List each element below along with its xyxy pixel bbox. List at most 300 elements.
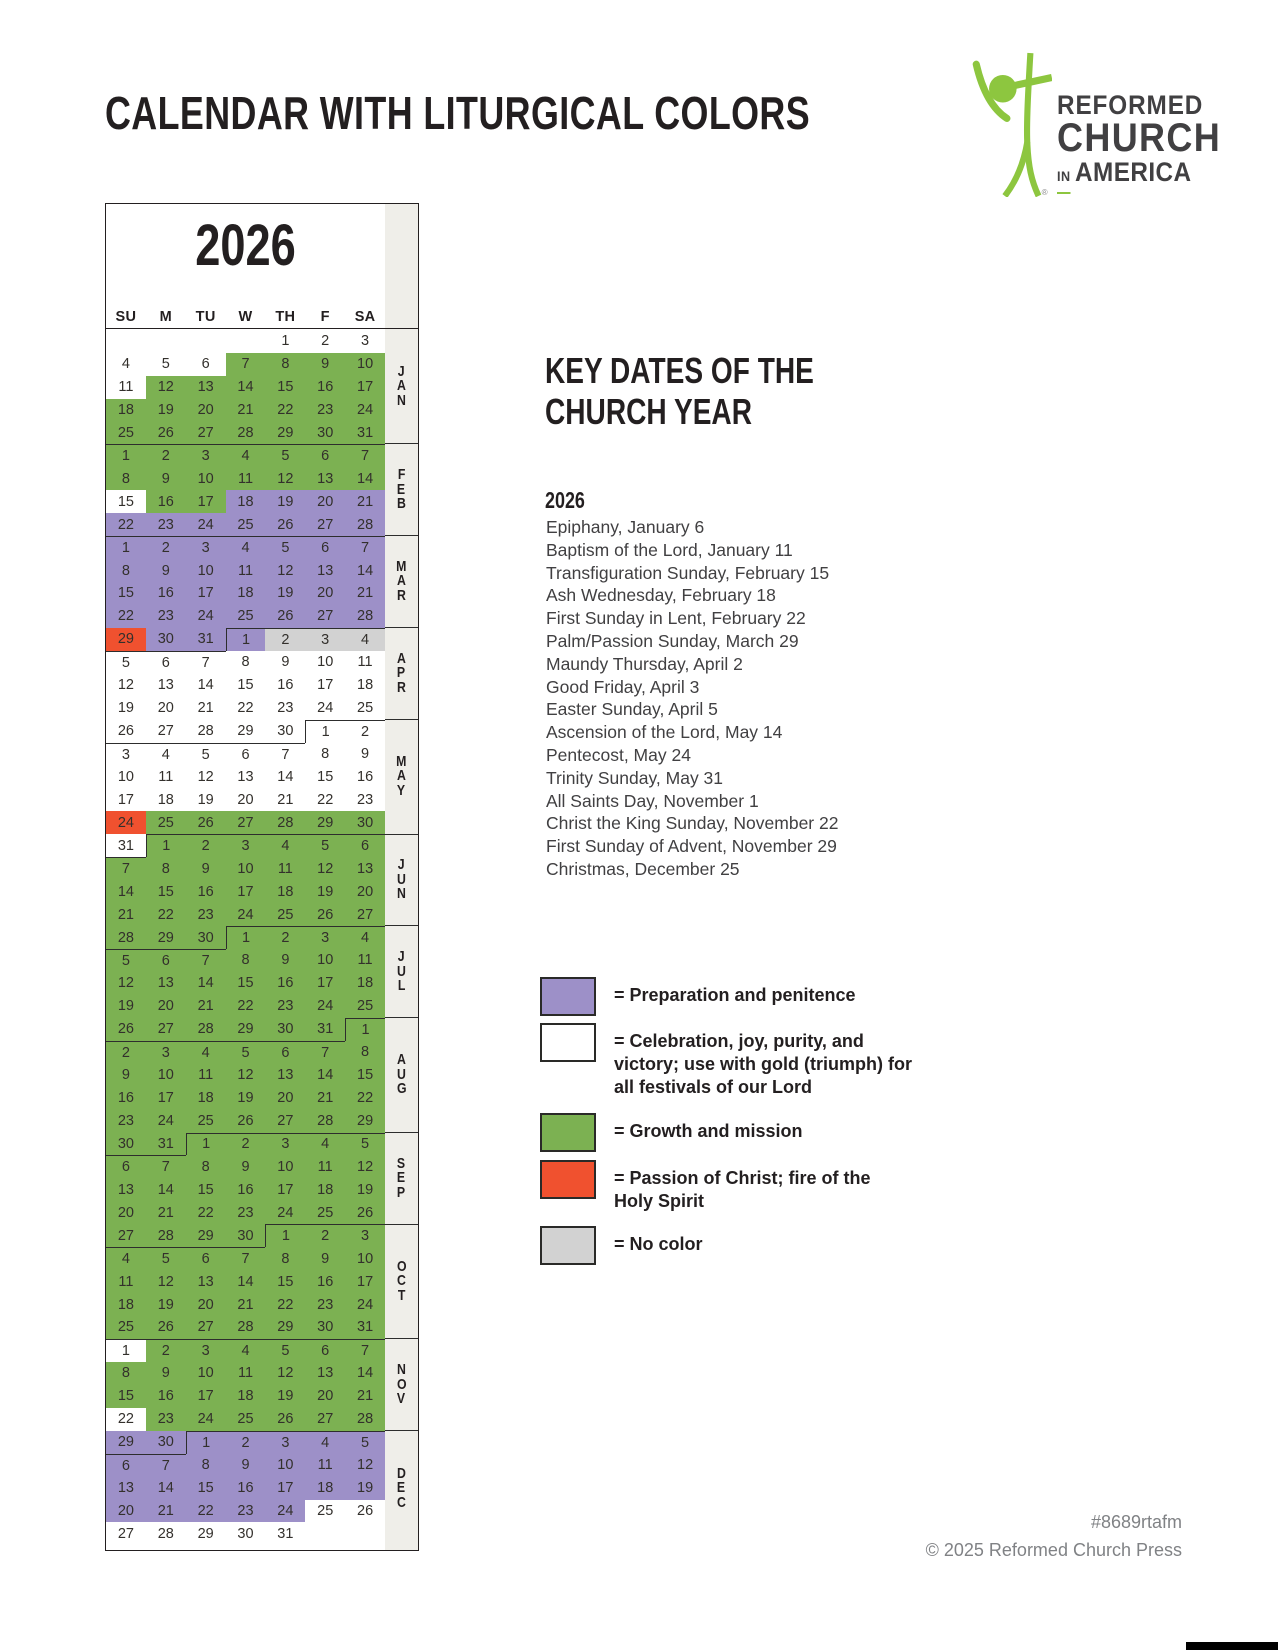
calendar-day-cell: 6 xyxy=(305,1339,345,1362)
calendar-day-cell: 10 xyxy=(186,467,226,490)
calendar-day-cell: 11 xyxy=(305,1155,345,1178)
day-header: TH xyxy=(275,309,296,325)
day-header: TU xyxy=(195,309,216,325)
calendar-day-cell: 27 xyxy=(305,513,345,536)
calendar-day-cell: 1 xyxy=(146,834,186,857)
footer-copyright: © 2025 Reformed Church Press xyxy=(925,1540,1182,1560)
calendar-day-cell: 11 xyxy=(226,467,266,490)
calendar-day-cell: 3 xyxy=(186,444,226,467)
calendar-day-cell: 21 xyxy=(345,582,385,605)
calendar-day-cell: 2 xyxy=(226,1431,266,1454)
calendar-day-cell: 25 xyxy=(146,811,186,834)
calendar-day-cell: 23 xyxy=(146,513,186,536)
calendar-day-cell: 5 xyxy=(305,834,345,857)
calendar-day-cell: 15 xyxy=(106,1385,146,1408)
calendar-day-cell: 4 xyxy=(226,1339,266,1362)
calendar-day-cell: 3 xyxy=(265,1431,305,1454)
calendar-day-cell: 12 xyxy=(265,559,305,582)
calendar-day-cell: 25 xyxy=(305,1500,345,1523)
calendar-month-strip-bands xyxy=(385,330,418,1546)
calendar-day-cell: 7 xyxy=(106,857,146,880)
calendar-day-cell: 7 xyxy=(265,743,305,766)
calendar-day-cell xyxy=(305,1522,345,1545)
calendar-day-cell: 21 xyxy=(186,995,226,1018)
calendar-day-cell: 5 xyxy=(186,743,226,766)
calendar-day-cell: 20 xyxy=(265,1087,305,1110)
calendar-day-cell: 28 xyxy=(265,811,305,834)
calendar-day-cell: 26 xyxy=(265,1408,305,1431)
calendar-day-cell: 19 xyxy=(146,399,186,422)
calendar-day-cell: 6 xyxy=(146,949,186,972)
calendar-day-cell: 5 xyxy=(226,1041,266,1064)
calendar-day-cell: 1 xyxy=(226,628,266,651)
calendar-day-cell: 14 xyxy=(146,1178,186,1201)
calendar-day-cell: 22 xyxy=(345,1087,385,1110)
calendar-day-cell: 18 xyxy=(106,399,146,422)
calendar-day-cell: 24 xyxy=(345,1293,385,1316)
calendar-day-cell: 2 xyxy=(106,1041,146,1064)
calendar-day-cell: 26 xyxy=(345,1500,385,1523)
calendar-day-cell: 30 xyxy=(305,421,345,444)
calendar-day-cell: 16 xyxy=(265,972,305,995)
calendar-day-cell: 29 xyxy=(106,628,146,651)
calendar-day-cell: 30 xyxy=(146,1431,186,1454)
calendar-day-cell: 7 xyxy=(146,1454,186,1477)
calendar-day-cell: 26 xyxy=(265,513,305,536)
calendar-day-cell: 25 xyxy=(226,1408,266,1431)
calendar-day-cell: 7 xyxy=(305,1041,345,1064)
calendar-day-cell: 14 xyxy=(226,1270,266,1293)
calendar-day-cell: 29 xyxy=(186,1224,226,1247)
calendar-day-cell: 25 xyxy=(106,421,146,444)
key-date-item: Trinity Sunday, May 31 xyxy=(546,767,724,788)
calendar-day-cell: 6 xyxy=(106,1454,146,1477)
calendar-day-cell: 30 xyxy=(345,811,385,834)
calendar-day-cell: 14 xyxy=(345,1362,385,1385)
calendar-day-cell: 17 xyxy=(345,1270,385,1293)
calendar-day-cell: 1 xyxy=(265,1224,305,1247)
calendar-day-cell: 1 xyxy=(305,720,345,743)
calendar-day-cell: 24 xyxy=(345,399,385,422)
calendar-day-cell: 29 xyxy=(265,1316,305,1339)
calendar-day-cell: 8 xyxy=(265,353,305,376)
calendar-day-cell: 6 xyxy=(345,834,385,857)
key-date-item: First Sunday of Advent, November 29 xyxy=(546,836,837,857)
calendar-day-cell: 19 xyxy=(345,1477,385,1500)
legend-item xyxy=(540,1226,914,1265)
calendar-day-cell: 9 xyxy=(146,1362,186,1385)
calendar-day-cell: 19 xyxy=(265,582,305,605)
key-dates-list xyxy=(546,516,838,881)
key-date-item: All Saints Day, November 1 xyxy=(546,790,759,811)
calendar-day-cell xyxy=(146,330,186,353)
calendar-day-cell: 6 xyxy=(305,444,345,467)
calendar-day-cell: 9 xyxy=(345,743,385,766)
calendar-day-cell: 16 xyxy=(146,582,186,605)
calendar-day-cell: 17 xyxy=(186,490,226,513)
key-date-item: Christ the King Sunday, November 22 xyxy=(546,813,839,834)
calendar-day-cell: 24 xyxy=(186,513,226,536)
calendar-day-cell: 26 xyxy=(305,903,345,926)
calendar-day-cell: 23 xyxy=(146,1408,186,1431)
calendar-day-cell: 4 xyxy=(146,743,186,766)
calendar-day-cell: 14 xyxy=(186,972,226,995)
calendar-day-cell: 15 xyxy=(265,376,305,399)
calendar-day-cell: 1 xyxy=(265,330,305,353)
calendar-day-cell: 16 xyxy=(265,674,305,697)
calendar-day-cell: 28 xyxy=(106,926,146,949)
month-band-jun: J U N xyxy=(385,835,418,927)
calendar-day-cell: 25 xyxy=(345,697,385,720)
calendar-day-cell: 19 xyxy=(305,880,345,903)
calendar-day-cell: 8 xyxy=(265,1247,305,1270)
calendar-day-cell: 7 xyxy=(345,444,385,467)
calendar-day-cell: 14 xyxy=(345,559,385,582)
calendar-day-cell: 16 xyxy=(345,766,385,789)
calendar-day-cell: 10 xyxy=(305,651,345,674)
calendar-day-cell: 31 xyxy=(106,834,146,857)
calendar-day-cell: 11 xyxy=(265,857,305,880)
calendar-day-cell: 18 xyxy=(226,582,266,605)
calendar-day-cell: 20 xyxy=(106,1201,146,1224)
legend-item xyxy=(540,1023,914,1099)
calendar-day-cell: 16 xyxy=(146,490,186,513)
calendar-day-cell: 29 xyxy=(106,1431,146,1454)
calendar-day-cell: 13 xyxy=(305,467,345,490)
calendar-day-cell: 25 xyxy=(226,513,266,536)
calendar-day-cell: 4 xyxy=(305,1431,345,1454)
calendar-day-cell: 5 xyxy=(106,651,146,674)
calendar-day-cell: 4 xyxy=(345,628,385,651)
calendar-day-cell: 15 xyxy=(186,1178,226,1201)
calendar-day-cell: 17 xyxy=(265,1178,305,1201)
calendar-day-cell: 12 xyxy=(345,1454,385,1477)
calendar-day-cell: 12 xyxy=(146,376,186,399)
key-date-item: Epiphany, January 6 xyxy=(546,517,705,537)
calendar-day-cell: 28 xyxy=(226,1316,266,1339)
calendar-day-cell: 3 xyxy=(186,1339,226,1362)
calendar-day-cell: 2 xyxy=(265,926,305,949)
calendar-day-cell: 4 xyxy=(265,834,305,857)
calendar-day-cell: 26 xyxy=(146,1316,186,1339)
calendar-day-cell: 11 xyxy=(305,1454,345,1477)
calendar-day-cell: 19 xyxy=(106,697,146,720)
calendar-day-cell: 26 xyxy=(106,1018,146,1041)
calendar-day-cell: 28 xyxy=(186,720,226,743)
calendar-day-cell: 3 xyxy=(305,926,345,949)
calendar-day-cell: 4 xyxy=(106,353,146,376)
calendar-day-cell: 2 xyxy=(226,1133,266,1156)
calendar-day-cell: 12 xyxy=(146,1270,186,1293)
calendar-day-cell: 9 xyxy=(226,1454,266,1477)
calendar-day-cell: 27 xyxy=(226,811,266,834)
calendar-day-cell: 15 xyxy=(106,490,146,513)
calendar-day-cell: 12 xyxy=(265,1362,305,1385)
calendar-day-cell: 26 xyxy=(186,811,226,834)
calendar-day-cell: 8 xyxy=(106,1362,146,1385)
calendar-day-cell: 15 xyxy=(186,1477,226,1500)
logo-line-church: CHURCH xyxy=(1057,116,1222,160)
calendar-day-cell: 10 xyxy=(265,1155,305,1178)
calendar-day-cell: 22 xyxy=(226,995,266,1018)
calendar-day-cell: 30 xyxy=(146,628,186,651)
calendar-day-cell: 27 xyxy=(186,421,226,444)
day-header: M xyxy=(159,309,172,325)
key-date-item: Baptism of the Lord, January 11 xyxy=(546,539,793,560)
calendar-day-cell: 30 xyxy=(265,720,305,743)
calendar-year: 2026 xyxy=(195,213,296,278)
calendar-day-cell: 19 xyxy=(226,1087,266,1110)
calendar-day-cell: 21 xyxy=(226,1293,266,1316)
calendar-day-cell: 7 xyxy=(226,353,266,376)
calendar-day-cell: 20 xyxy=(106,1500,146,1523)
calendar-day-cell: 13 xyxy=(106,1477,146,1500)
calendar-day-cell: 25 xyxy=(305,1201,345,1224)
calendar-day-cell: 27 xyxy=(106,1224,146,1247)
calendar-day-cell: 26 xyxy=(265,605,305,628)
calendar-month-strip xyxy=(385,204,418,1550)
calendar-day-cell: 31 xyxy=(305,1018,345,1041)
calendar-day-cell: 5 xyxy=(345,1431,385,1454)
calendar-day-cell: 9 xyxy=(265,949,305,972)
calendar-day-cell: 16 xyxy=(305,1270,345,1293)
calendar-day-cell: 27 xyxy=(146,1018,186,1041)
calendar-day-cell: 1 xyxy=(226,926,266,949)
calendar-day-cell: 23 xyxy=(265,697,305,720)
calendar-day-cell: 16 xyxy=(226,1178,266,1201)
calendar-day-cell: 17 xyxy=(146,1087,186,1110)
calendar-day-cell: 30 xyxy=(226,1224,266,1247)
calendar-day-cell: 24 xyxy=(146,1110,186,1133)
calendar-day-cell: 27 xyxy=(265,1110,305,1133)
calendar-day-cell: 4 xyxy=(345,926,385,949)
calendar-day-cell: 2 xyxy=(186,834,226,857)
calendar-day-cell: 24 xyxy=(226,903,266,926)
calendar-day-cell: 19 xyxy=(186,788,226,811)
legend-item xyxy=(540,1113,914,1152)
month-band-oct: O C T xyxy=(385,1225,418,1340)
calendar-day-cell: 15 xyxy=(226,972,266,995)
month-band-feb: F E B xyxy=(385,444,418,536)
rca-logo xyxy=(972,52,1239,197)
calendar-day-cell: 23 xyxy=(146,605,186,628)
legend-swatch xyxy=(540,1023,596,1062)
calendar-day-cell: 28 xyxy=(345,1408,385,1431)
calendar-day-cell: 20 xyxy=(146,697,186,720)
calendar-day-cell: 22 xyxy=(265,1293,305,1316)
calendar-day-cell: 31 xyxy=(265,1522,305,1545)
legend-label: = Preparation and penitence xyxy=(614,985,856,1005)
calendar-day-cell: 21 xyxy=(106,903,146,926)
month-band-apr: A P R xyxy=(385,628,418,720)
calendar-day-cell: 17 xyxy=(265,1477,305,1500)
calendar-day-cell: 16 xyxy=(226,1477,266,1500)
legend-swatch xyxy=(540,1113,596,1152)
calendar-day-cell: 17 xyxy=(106,788,146,811)
calendar-day-cell: 22 xyxy=(186,1500,226,1523)
calendar-day-cell: 13 xyxy=(106,1178,146,1201)
calendar-day-cell: 15 xyxy=(265,1270,305,1293)
calendar-day-cell: 9 xyxy=(146,467,186,490)
calendar-day-cell: 22 xyxy=(106,605,146,628)
calendar-day-cell: 24 xyxy=(186,1408,226,1431)
calendar-day-cell: 6 xyxy=(106,1155,146,1178)
calendar-day-cell: 13 xyxy=(345,857,385,880)
calendar-day-cell: 9 xyxy=(186,857,226,880)
calendar-day-cell: 28 xyxy=(186,1018,226,1041)
calendar-day-cell: 18 xyxy=(186,1087,226,1110)
calendar-day-cell: 8 xyxy=(345,1041,385,1064)
calendar-day-cell: 21 xyxy=(226,399,266,422)
calendar-day-cell: 29 xyxy=(265,421,305,444)
month-band-sep: S E P xyxy=(385,1133,418,1225)
calendar-day-cell: 6 xyxy=(305,536,345,559)
page-title: CALENDAR WITH LITURGICAL COLORS xyxy=(105,87,811,139)
calendar-day-cell: 17 xyxy=(305,972,345,995)
calendar-day-cell: 28 xyxy=(345,605,385,628)
calendar-day-cell: 3 xyxy=(106,743,146,766)
calendar-day-cell: 19 xyxy=(146,1293,186,1316)
calendar-day-cell: 6 xyxy=(226,743,266,766)
calendar-day-cell: 12 xyxy=(106,972,146,995)
key-date-item: Ascension of the Lord, May 14 xyxy=(546,722,783,743)
calendar-day-cell: 10 xyxy=(186,1362,226,1385)
calendar-day-cell: 26 xyxy=(226,1110,266,1133)
legend-item xyxy=(540,1160,914,1213)
calendar-day-cell: 11 xyxy=(226,559,266,582)
calendar-day-cell: 2 xyxy=(146,536,186,559)
calendar-day-cell: 28 xyxy=(305,1110,345,1133)
calendar-day-cell: 6 xyxy=(146,651,186,674)
calendar-day-cell: 17 xyxy=(345,376,385,399)
key-date-item: Easter Sunday, April 5 xyxy=(546,699,718,720)
calendar-day-cell: 21 xyxy=(146,1500,186,1523)
calendar-box xyxy=(105,203,419,1551)
calendar-day-cell: 27 xyxy=(305,605,345,628)
calendar-day-cell: 3 xyxy=(345,330,385,353)
calendar-day-cell: 29 xyxy=(186,1522,226,1545)
calendar-day-cell: 8 xyxy=(186,1454,226,1477)
calendar-day-cell: 28 xyxy=(345,513,385,536)
calendar-grid xyxy=(106,330,385,1546)
legend-label: = Celebration, joy, purity, and victory; use with gold (triumph) for all festivals of our Lord xyxy=(614,1031,912,1097)
month-band-may: M A Y xyxy=(385,720,418,835)
calendar-day-cell: 7 xyxy=(345,1339,385,1362)
calendar-day-cell: 1 xyxy=(345,1018,385,1041)
calendar-day-cell: 18 xyxy=(345,674,385,697)
calendar-header xyxy=(106,204,418,329)
calendar-day-cell: 10 xyxy=(345,1247,385,1270)
calendar-day-cell: 10 xyxy=(265,1454,305,1477)
calendar-day-cell: 23 xyxy=(305,1293,345,1316)
calendar-day-cell: 23 xyxy=(226,1500,266,1523)
calendar-day-cell: 25 xyxy=(106,1316,146,1339)
calendar-day-cell: 8 xyxy=(226,949,266,972)
calendar-day-cell: 31 xyxy=(186,628,226,651)
calendar-day-cell: 6 xyxy=(265,1041,305,1064)
logo-in-label: IN xyxy=(1057,161,1071,194)
calendar-day-cell: 7 xyxy=(226,1247,266,1270)
month-band-aug: A U G xyxy=(385,1018,418,1133)
calendar-day-cell: 18 xyxy=(226,1385,266,1408)
calendar-day-cell: 11 xyxy=(146,766,186,789)
calendar-day-cell: 11 xyxy=(345,651,385,674)
calendar-day-cell: 18 xyxy=(106,1293,146,1316)
calendar-day-cell: 23 xyxy=(226,1201,266,1224)
calendar-day-cell: 25 xyxy=(345,995,385,1018)
calendar-day-cell: 30 xyxy=(265,1018,305,1041)
legend-label: = Growth and mission xyxy=(614,1121,803,1141)
calendar-day-cell: 13 xyxy=(186,1270,226,1293)
calendar-day-cell xyxy=(345,1522,385,1545)
calendar-day-cell: 29 xyxy=(345,1110,385,1133)
day-header: SU xyxy=(115,309,137,325)
key-date-item: First Sunday in Lent, February 22 xyxy=(546,608,806,629)
calendar-day-cell: 15 xyxy=(226,674,266,697)
calendar-day-cell: 6 xyxy=(186,1247,226,1270)
calendar-day-cell: 20 xyxy=(305,1385,345,1408)
calendar-day-cell: 26 xyxy=(345,1201,385,1224)
calendar-day-cell: 8 xyxy=(186,1155,226,1178)
calendar-day-cell: 8 xyxy=(106,467,146,490)
calendar-day-cell: 11 xyxy=(106,376,146,399)
calendar-day-cell: 29 xyxy=(305,811,345,834)
calendar-day-cell: 20 xyxy=(186,399,226,422)
calendar-day-cell: 8 xyxy=(305,743,345,766)
calendar-day-cell: 19 xyxy=(265,1385,305,1408)
calendar-day-cell: 27 xyxy=(106,1522,146,1545)
key-date-item: Pentecost, May 24 xyxy=(546,744,691,765)
calendar-day-cell: 30 xyxy=(186,926,226,949)
calendar-day-cell: 9 xyxy=(305,353,345,376)
calendar-day-cell: 5 xyxy=(146,353,186,376)
calendar-day-cell: 10 xyxy=(226,857,266,880)
calendar-day-cell: 20 xyxy=(305,490,345,513)
calendar-day-cell: 21 xyxy=(345,490,385,513)
calendar-day-cell: 20 xyxy=(186,1293,226,1316)
calendar-day-cell xyxy=(106,330,146,353)
legend-swatch xyxy=(540,1160,596,1199)
calendar-day-cell: 16 xyxy=(146,1385,186,1408)
calendar-day-cell: 29 xyxy=(146,926,186,949)
calendar-day-cell: 24 xyxy=(305,995,345,1018)
logo-line-reformed: REFORMED xyxy=(1057,90,1204,120)
calendar-day-cell: 1 xyxy=(186,1431,226,1454)
calendar-day-cell: 23 xyxy=(265,995,305,1018)
calendar-day-cell: 29 xyxy=(226,720,266,743)
calendar-day-cell: 24 xyxy=(265,1500,305,1523)
rca-logo-mark-icon xyxy=(972,52,1052,197)
calendar-day-cell: 22 xyxy=(106,513,146,536)
calendar-day-cell: 22 xyxy=(265,399,305,422)
calendar-day-cell: 5 xyxy=(345,1133,385,1156)
calendar-day-cell: 31 xyxy=(345,421,385,444)
calendar-day-cell: 9 xyxy=(106,1064,146,1087)
month-band-dec: D E C xyxy=(397,1464,406,1511)
calendar-day-cell: 14 xyxy=(265,766,305,789)
calendar-day-cell: 17 xyxy=(305,674,345,697)
calendar-day-cell: 22 xyxy=(186,1201,226,1224)
calendar-day-cell: 27 xyxy=(146,720,186,743)
calendar-day-cell: 18 xyxy=(226,490,266,513)
calendar-day-cell: 17 xyxy=(186,582,226,605)
calendar-day-cell: 5 xyxy=(106,949,146,972)
calendar-day-cell: 12 xyxy=(345,1155,385,1178)
calendar-day-cell: 22 xyxy=(305,788,345,811)
calendar-day-cell: 2 xyxy=(146,1339,186,1362)
calendar-day-cell: 1 xyxy=(106,536,146,559)
calendar-day-cell: 19 xyxy=(345,1178,385,1201)
